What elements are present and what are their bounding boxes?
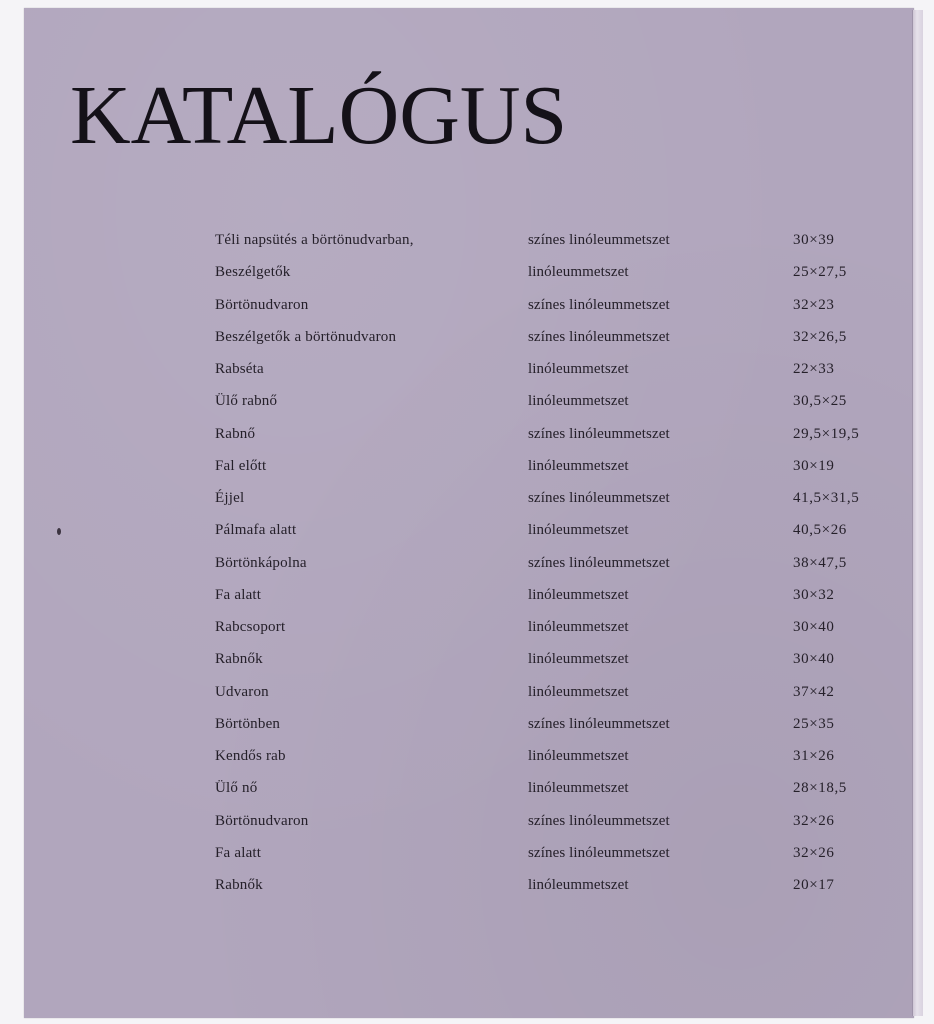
catalog-row [215,230,875,262]
artwork-technique: linóleummetszet [528,748,629,764]
artwork-title: Rabnők [215,877,263,893]
catalog-row [215,359,875,391]
artwork-title: Pálmafa alatt [215,522,297,539]
catalog-row [215,456,875,488]
artwork-size: 38×47,5 [793,554,847,571]
catalog-row [215,520,875,552]
artwork-technique: színes linóleummetszet [528,715,670,732]
artwork-size: 25×27,5 [793,264,847,281]
artwork-title: Börtönudvaron [215,812,309,829]
artwork-size: 20×17 [793,877,835,893]
artwork-technique: színes linóleummetszet [528,812,670,829]
artwork-technique: linóleummetszet [528,780,629,797]
artwork-size: 30×32 [793,586,835,603]
catalog-row [215,811,875,843]
artwork-technique: színes linóleummetszet [528,232,670,248]
artwork-technique: linóleummetszet [528,683,629,700]
artwork-size: 32×26,5 [793,328,847,345]
artwork-title: Rabcsoport [215,619,286,635]
artwork-technique: linóleummetszet [528,522,629,539]
artwork-size: 30,5×25 [793,393,847,410]
catalog-row [215,424,875,456]
artwork-title: Börtönben [215,715,281,732]
artwork-technique: linóleummetszet [528,393,629,410]
artwork-title: Éjjel [215,490,245,506]
catalog-list [215,230,875,907]
artwork-title: Börtönudvaron [215,296,309,313]
artwork-size: 41,5×31,5 [793,490,860,506]
artwork-size: 32×26 [793,844,835,861]
catalog-row [215,778,875,810]
artwork-technique: linóleummetszet [528,877,629,893]
artwork-title: Rabséta [215,361,264,377]
artwork-size: 30×39 [793,232,835,248]
artwork-title: Fal előtt [215,457,267,474]
artwork-size: 37×42 [793,683,835,700]
artwork-title: Börtönkápolna [215,554,307,571]
ink-speck [57,528,61,535]
artwork-size: 25×35 [793,715,835,732]
catalog-row [215,682,875,714]
artwork-technique: színes linóleummetszet [528,490,670,506]
catalog-row [215,391,875,423]
artwork-size: 40,5×26 [793,522,847,539]
artwork-technique: színes linóleummetszet [528,296,670,313]
artwork-size: 32×26 [793,812,835,829]
artwork-technique: linóleummetszet [528,651,629,668]
catalog-row [215,327,875,359]
artwork-title: Kendős rab [215,748,286,764]
artwork-title: Fa alatt [215,844,262,861]
artwork-technique: linóleummetszet [528,361,629,377]
artwork-technique: linóleummetszet [528,457,629,474]
catalog-row [215,875,875,907]
artwork-technique: linóleummetszet [528,586,629,603]
artwork-title: Téli napsütés a börtönudvarban, [215,232,414,248]
artwork-title: Udvaron [215,683,269,700]
artwork-title: Beszélgetők [215,264,291,281]
page-edge [912,10,923,1016]
catalog-row [215,295,875,327]
artwork-technique: színes linóleummetszet [528,328,670,345]
catalog-row [215,714,875,746]
artwork-technique: színes linóleummetszet [528,554,670,571]
catalog-row [215,262,875,294]
artwork-size: 28×18,5 [793,780,847,797]
catalog-row [215,617,875,649]
artwork-size: 32×23 [793,296,835,313]
artwork-technique: színes linóleummetszet [528,844,670,861]
artwork-technique: színes linóleummetszet [528,425,670,442]
artwork-technique: linóleummetszet [528,264,629,281]
artwork-title: Beszélgetők a börtönudvaron [215,328,397,345]
artwork-title: Rabnők [215,651,263,668]
artwork-size: 30×40 [793,619,835,635]
catalog-row [215,585,875,617]
artwork-size: 29,5×19,5 [793,425,860,442]
artwork-size: 30×40 [793,651,835,668]
artwork-size: 30×19 [793,457,835,474]
artwork-technique: linóleummetszet [528,619,629,635]
catalog-row [215,488,875,520]
artwork-size: 22×33 [793,361,835,377]
artwork-title: Rabnő [215,425,256,442]
artwork-title: Ülő nő [215,780,258,797]
catalog-row [215,553,875,585]
catalog-row [215,649,875,681]
artwork-size: 31×26 [793,748,835,764]
artwork-title: Ülő rabnő [215,393,278,410]
catalog-row [215,843,875,875]
artwork-title: Fa alatt [215,586,262,603]
catalog-row [215,746,875,778]
page-title: KATALÓGUS [70,69,568,162]
